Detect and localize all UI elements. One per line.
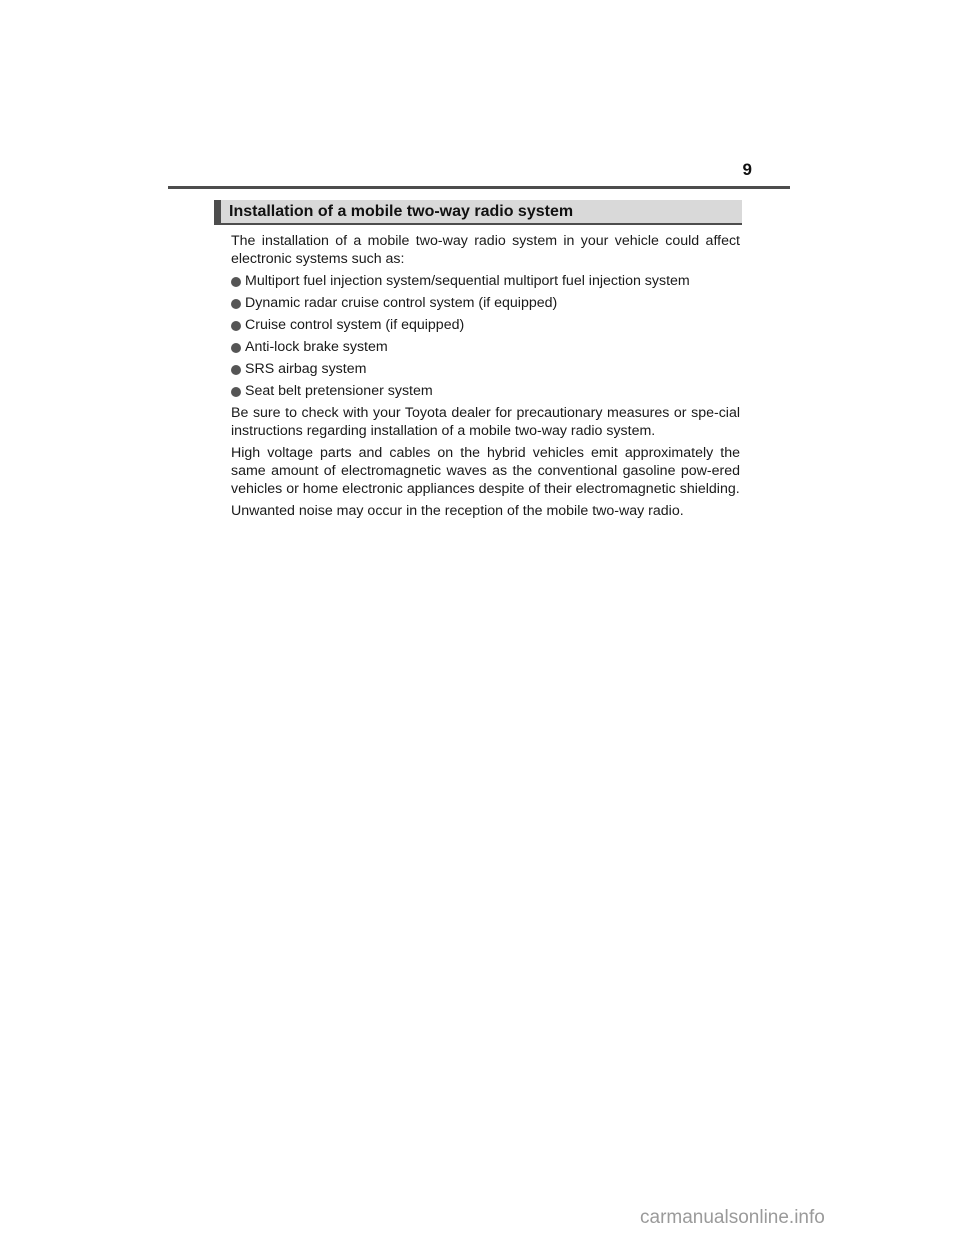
bullet-icon <box>231 343 241 353</box>
intro-paragraph: The installation of a mobile two-way radio system in your vehicle could affect electronic systems such as: <box>231 233 740 267</box>
list-item <box>231 316 740 334</box>
list-item <box>231 382 740 400</box>
list-item-text: Seat belt pretensioner system <box>245 383 433 399</box>
bullet-icon <box>231 387 241 397</box>
list-item-text: SRS airbag system <box>245 361 367 377</box>
page-number: 9 <box>742 160 752 179</box>
dealer-paragraph: Be sure to check with your Toyota dealer for precautionary measures or spe-cial instructions regarding installation of a mobile two-way radio system. <box>231 405 740 439</box>
list-item <box>231 272 740 290</box>
header-rule <box>168 186 790 189</box>
section-heading-text: Installation of a mobile two-way radio system <box>229 203 574 220</box>
list-item-text: Dynamic radar cruise control system (if equipped) <box>245 295 558 311</box>
affected-systems-list <box>231 272 740 400</box>
bullet-icon <box>231 299 241 309</box>
bullet-icon <box>231 277 241 287</box>
watermark: carmanualsonline.info <box>640 1207 825 1228</box>
section-content <box>231 232 740 524</box>
list-item-text: Cruise control system (if equipped) <box>245 317 465 333</box>
list-item <box>231 338 740 356</box>
list-item <box>231 294 740 312</box>
bullet-icon <box>231 321 241 331</box>
section-heading <box>214 200 742 225</box>
bullet-icon <box>231 365 241 375</box>
list-item <box>231 360 740 378</box>
hybrid-paragraph: High voltage parts and cables on the hybrid vehicles emit approximately the same amount of electromagnetic waves as the conventional gasoline pow-ered vehicles or home electronic appliances despite of their electromagnetic shielding. <box>231 445 740 497</box>
list-item-text: Anti-lock brake system <box>245 339 388 355</box>
noise-paragraph: Unwanted noise may occur in the reception of the mobile two-way radio. <box>231 503 684 519</box>
list-item-text: Multiport fuel injection system/sequential multiport fuel injection system <box>245 273 690 289</box>
